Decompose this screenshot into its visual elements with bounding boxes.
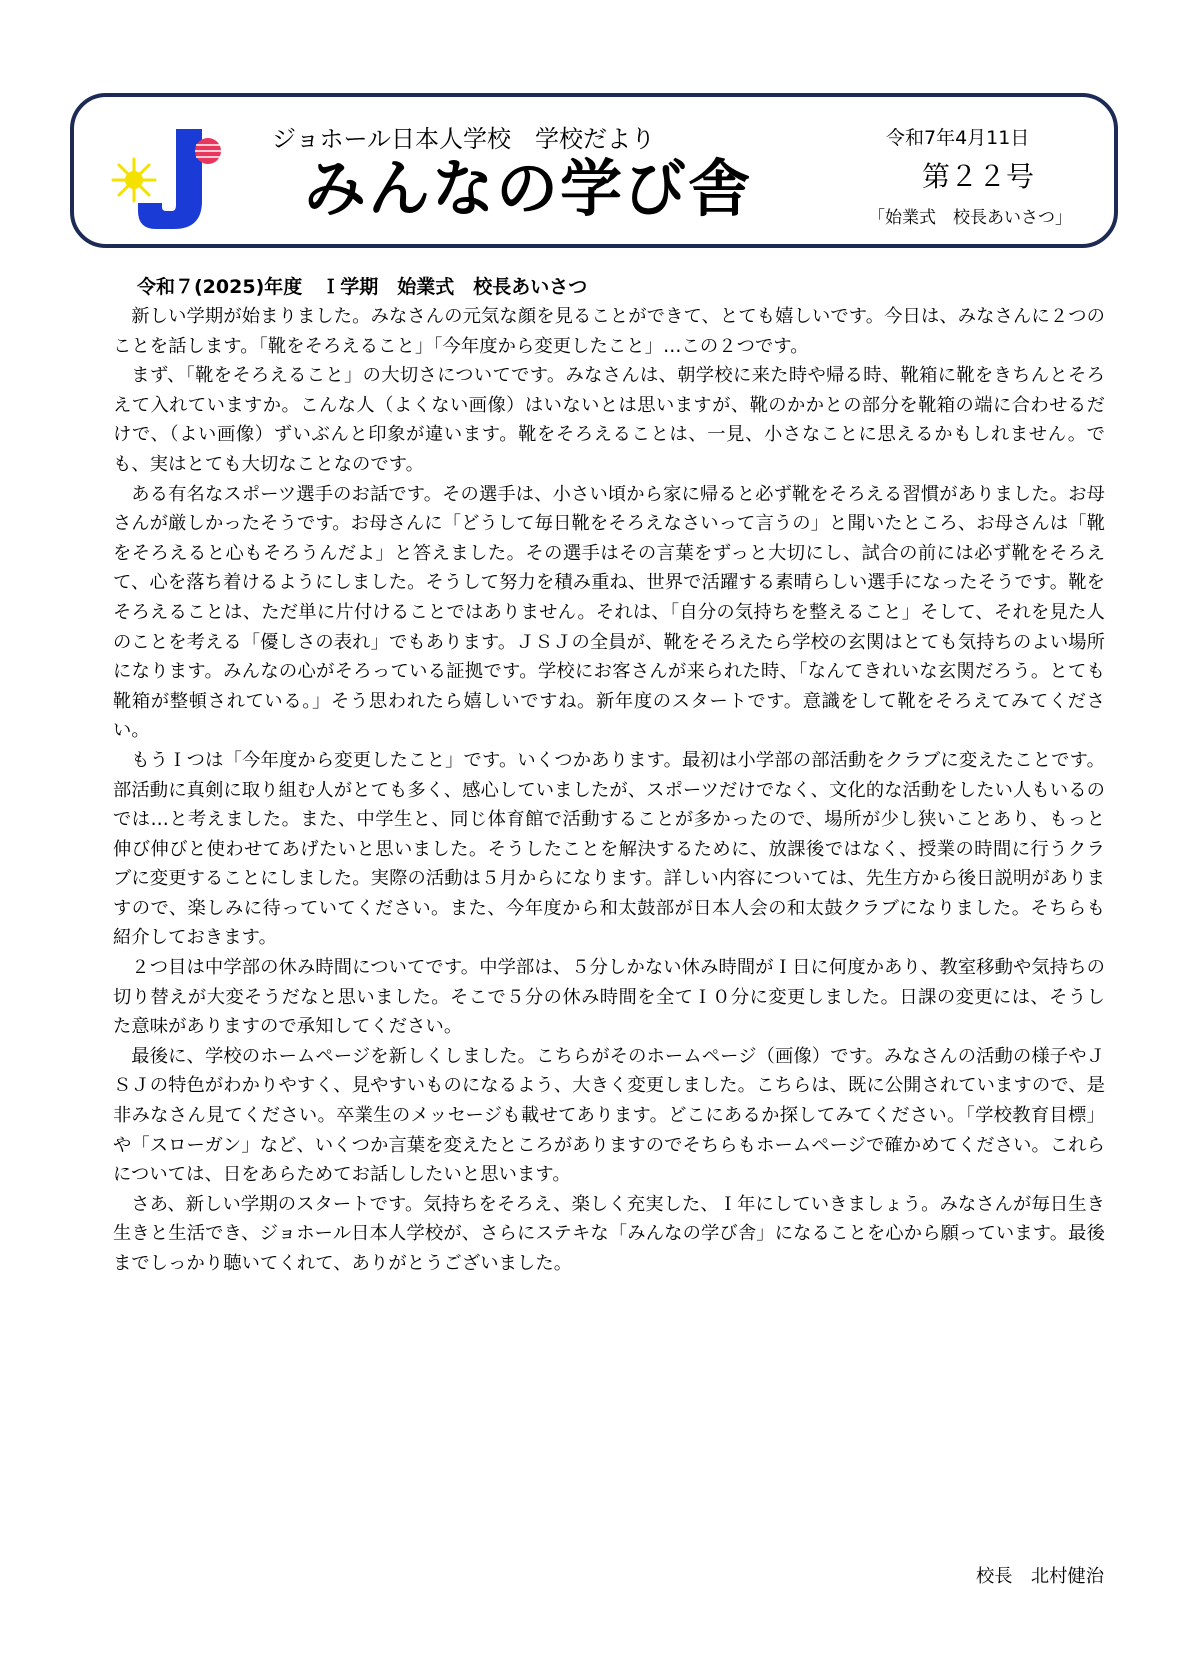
paragraph: 最後に、学校のホームページを新しくしました。こちらがそのホームページ（画像）です。みなさんの活動の様子やＪＳＪの特色がわかりやすく、見やすいものになるよう、大きく変更しました。こちらは、既に公開されていますので、是非みなさん見てください。卒業生のメッセージも載せてあります。どこにあるか探してみてください。「学校教育目標」や「スローガン」など、いくつか言葉を変えたところがありますのでそちらもホームページで確かめてください。これらについては、日をあらためてお話ししたいと思います。: [113, 1045, 1105, 1186]
paragraph: 新しい学期が始まりました。みなさんの元気な顔を見ることができて、とても嬉しいです。今日は、みなさんに２つのことを話します。「靴をそろえること」「今年度から変更したこと」…この２つです。: [113, 306, 1105, 357]
paragraph: もうＩつは「今年度から変更したこと」です。いくつかあります。最初は小学部の部活動をクラブに変えたことです。部活動に真剣に取り組む人がとても多く、感心していましたが、スポーツだけでなく、文化的な活動をしたい人もいるのでは…と考えました。また、中学生と、同じ体育館で活動することが多かったので、場所が少し狭いことあり、もっと伸び伸びと使わせてあげたいと思いました。そうしたことを解決するために、放課後ではなく、授業の時間に行うクラブに変更することにしました。実際の活動は５月からになります。詳しい内容については、先生方から後日説明がありますので、楽しみに待っていてください。また、今年度から和太鼓部が日本人会の和太鼓クラブになりました。そちらも紹介しておきます。: [113, 749, 1105, 949]
principal-signature: 校長 北村健治: [976, 1566, 1104, 1587]
school-name-line: ジョホール日本人学校 学校だより: [272, 125, 656, 153]
paragraph: ２つ目は中学部の休み時間についてです。中学部は、５分しかない休み時間がＩ日に何度かあり、教室移動や気持ちの切り替えが大変そうだなと思いました。そこで５分の休み時間を全てＩ０分に変更しました。日課の変更には、そうした意味がありますので承知してください。: [113, 957, 1105, 1038]
issue-number: 第２２号: [922, 160, 1035, 193]
article-body: [113, 272, 1105, 1279]
paragraph: さあ、新しい学期のスタートです。気持ちをそろえ、楽しく充実した、Ｉ年にしていきましょう。みなさんが毎日生き生きと生活でき、ジョホール日本人学校が、さらにステキな「みんなの学び舎」になることを心から願っています。最後までしっかり聴いてくれて、ありがとうございました。: [113, 1193, 1105, 1274]
article-heading: 令和７(2025)年度 Ｉ学期 始業式 校長あいさつ: [137, 276, 588, 298]
newsletter-header: [70, 93, 1118, 248]
issue-topic: 「始業式 校長あいさつ」: [868, 208, 1072, 228]
school-j-logo-icon: [104, 119, 224, 234]
paragraph: まず、「靴をそろえること」の大切さについてです。みなさんは、朝学校に来た時や帰る時、靴箱に靴をきちんとそろえて入れていますか。こんな人（よくない画像）はいないとは思いますが、靴のかかとの部分を靴箱の端に合わせるだけで、（よい画像）ずいぶんと印象が違います。靴をそろえることは、一見、小さなことに思えるかもしれません。でも、実はとても大切なことなのです。: [113, 365, 1105, 475]
paragraph: ある有名なスポーツ選手のお話です。その選手は、小さい頃から家に帰ると必ず靴をそろえる習慣がありました。お母さんが厳しかったそうです。お母さんに「どうして毎日靴をそろえなさいって言うの」と聞いたところ、お母さんは「靴をそろえると心もそろうんだよ」と答えました。その選手はその言葉をずっと大切にし、試合の前には必ず靴をそろえて、心を落ち着けるようにしました。そうして努力を積み重ね、世界で活躍する素晴らしい選手になったそうです。靴をそろえることは、ただ単に片付けることではありません。それは、「自分の気持ちを整えること」そして、それを見た人のことを考える「優しさの表れ」でもあります。ＪＳＪの全員が、靴をそろえたら学校の玄関はとても気持ちのよい場所になります。みんなの心がそろっている証拠です。学校にお客さんが来られた時、「なんてきれいな玄関だろう。とても靴箱が整頓されている。」そう思われたら嬉しいですね。新年度のスタートです。意識をして靴をそろえてみてください。: [113, 483, 1105, 742]
issue-date: 令和7年4月11日: [886, 127, 1030, 149]
newsletter-title: みんなの学び舎: [304, 152, 753, 225]
